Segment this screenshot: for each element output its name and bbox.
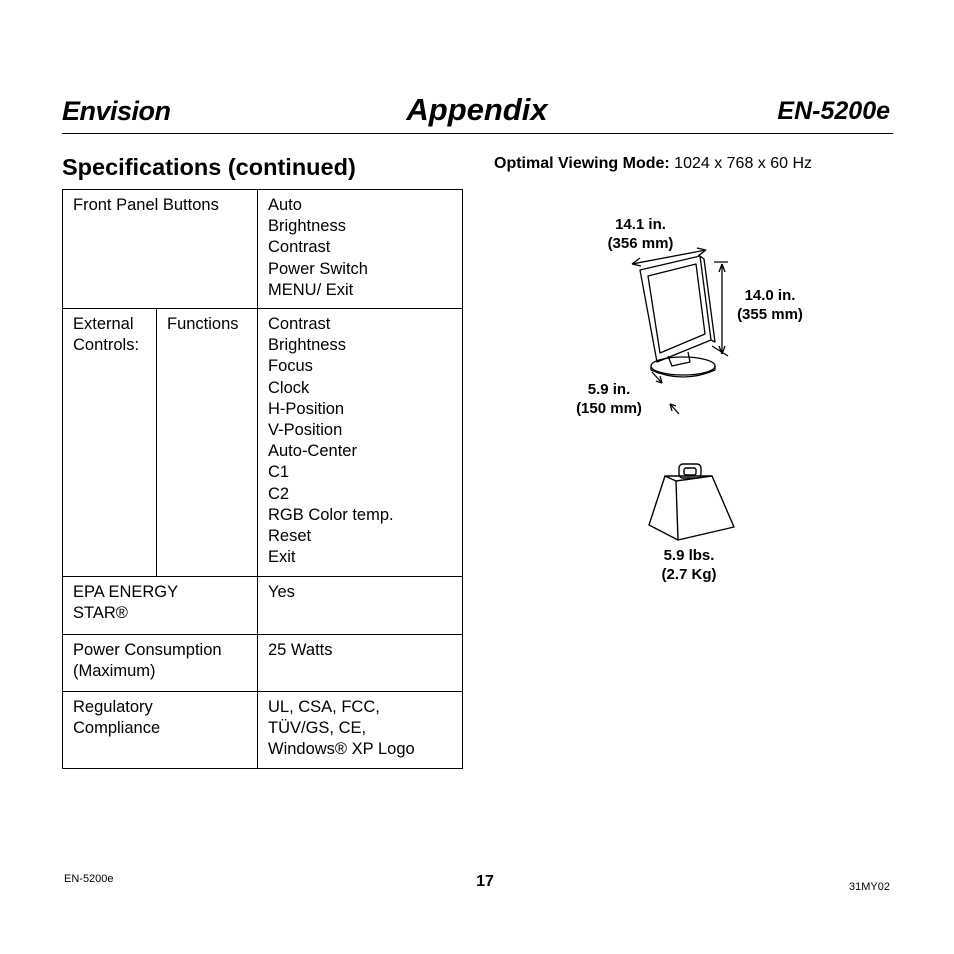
row-label: External Controls: <box>63 309 157 577</box>
row-values: Contrast Brightness Focus Clock H-Position V-Position Auto-Center C1 C2 RGB Color temp. Reset Exit <box>258 309 463 577</box>
optimal-viewing-value: 1024 x 768 x 60 Hz <box>674 155 813 172</box>
page-number: 17 <box>476 873 494 890</box>
depth-dimension-label: 5.9 in. (150 mm) <box>576 381 642 417</box>
height-dimension-label: 14.0 in. (355 mm) <box>737 287 803 323</box>
row-values: Yes <box>258 577 463 635</box>
row-label: Regulatory Compliance <box>63 692 258 769</box>
page-title: Appendix <box>406 92 548 127</box>
row-sublabel: Functions <box>157 309 258 577</box>
footer-model: EN-5200e <box>64 873 114 885</box>
optimal-viewing-label: Optimal Viewing Mode: <box>494 155 670 172</box>
row-values: UL, CSA, FCC, TÜV/GS, CE, Windows® XP Logo <box>258 692 463 769</box>
weight-icon <box>649 464 734 540</box>
weight-label: 5.9 lbs. (2.7 Kg) <box>661 547 717 583</box>
row-label: EPA ENERGY STAR® <box>63 577 258 635</box>
row-label: Power Consumption (Maximum) <box>63 635 258 692</box>
footer-code: 31MY02 <box>849 881 890 893</box>
row-values: Auto Brightness Contrast Power Switch MENU/ Exit <box>258 190 463 309</box>
section-title: Specifications (continued) <box>62 154 356 180</box>
row-values: 25 Watts <box>258 635 463 692</box>
model-name: EN-5200e <box>777 97 890 125</box>
row-label: Front Panel Buttons <box>63 190 258 309</box>
width-dimension-label: 14.1 in. (356 mm) <box>607 216 674 252</box>
brand-logo: Envision <box>62 96 171 126</box>
